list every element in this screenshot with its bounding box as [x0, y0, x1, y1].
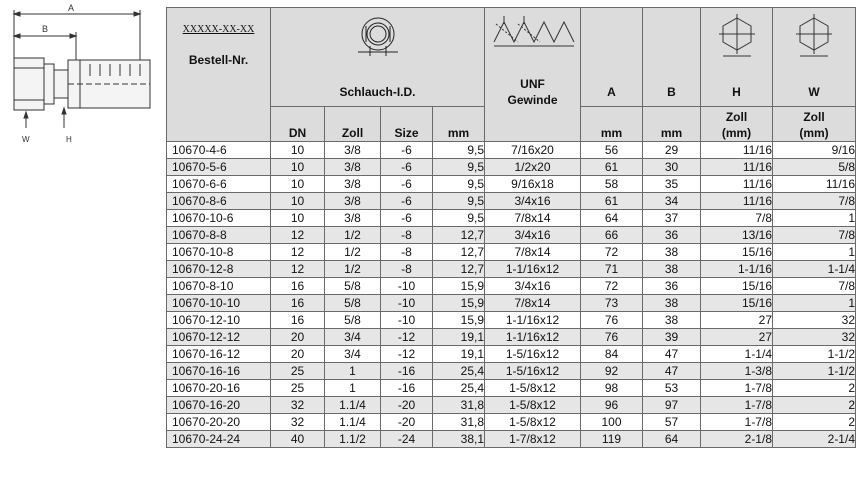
cell-dn: 32	[271, 414, 325, 431]
cell-h-size: 13/16	[701, 227, 773, 244]
cell-zoll: 3/8	[325, 176, 381, 193]
cell-h-size: 11/16	[701, 193, 773, 210]
cell-b-mm: 30	[643, 159, 701, 176]
table-row	[167, 312, 856, 329]
cell-zoll: 5/8	[325, 312, 381, 329]
table-row	[167, 431, 856, 448]
w-mm: (mm)	[799, 126, 829, 140]
cell-size: -12	[381, 346, 433, 363]
cell-mm: 9,5	[433, 159, 485, 176]
cell-size: -20	[381, 414, 433, 431]
cell-bestell-nr: 10670-6-6	[167, 176, 271, 193]
cell-dn: 12	[271, 227, 325, 244]
cell-b-mm: 39	[643, 329, 701, 346]
cell-h-size: 1-1/16	[701, 261, 773, 278]
cell-h-size: 1-7/8	[701, 380, 773, 397]
header-bestell-nr	[167, 8, 271, 142]
cell-b-mm: 36	[643, 278, 701, 295]
table-row	[167, 363, 856, 380]
cell-bestell-nr: 10670-20-20	[167, 414, 271, 431]
cell-mm: 12,7	[433, 261, 485, 278]
cell-a-mm: 73	[581, 295, 643, 312]
sub-header-size: Size	[381, 107, 433, 142]
cell-w-size: 7/8	[773, 193, 856, 210]
cell-b-mm: 38	[643, 295, 701, 312]
cell-bestell-nr: 10670-10-10	[167, 295, 271, 312]
cell-size: -8	[381, 261, 433, 278]
cell-mm: 12,7	[433, 244, 485, 261]
fitting-spec-table	[166, 7, 856, 448]
cell-size: -8	[381, 227, 433, 244]
cell-size: -24	[381, 431, 433, 448]
cell-a-mm: 64	[581, 210, 643, 227]
table-row	[167, 414, 856, 431]
cell-zoll: 1/2	[325, 261, 381, 278]
cell-a-mm: 72	[581, 278, 643, 295]
cell-w-size: 1	[773, 244, 856, 261]
cell-dn: 12	[271, 261, 325, 278]
cell-h-size: 15/16	[701, 244, 773, 261]
table-row	[167, 278, 856, 295]
cell-dn: 10	[271, 210, 325, 227]
cell-unf-gewinde: 1-5/16x12	[485, 346, 581, 363]
cell-unf-gewinde: 1-7/8x12	[485, 431, 581, 448]
dimension-h-label: H	[66, 135, 72, 144]
cell-size: -8	[381, 244, 433, 261]
sub-header-zoll: Zoll	[325, 107, 381, 142]
cell-a-mm: 84	[581, 346, 643, 363]
cell-bestell-nr: 10670-20-16	[167, 380, 271, 397]
cell-w-size: 9/16	[773, 142, 856, 159]
cell-w-size: 32	[773, 312, 856, 329]
cell-mm: 9,5	[433, 193, 485, 210]
cell-a-mm: 61	[581, 193, 643, 210]
header-h	[701, 8, 773, 107]
code-marking: XXXXX-XX-XX	[182, 24, 255, 35]
cell-mm: 9,5	[433, 142, 485, 159]
cell-a-mm: 66	[581, 227, 643, 244]
dimension-a-label: A	[68, 3, 75, 13]
table-row	[167, 227, 856, 244]
cell-bestell-nr: 10670-12-8	[167, 261, 271, 278]
cell-unf-gewinde: 1-1/16x12	[485, 261, 581, 278]
cell-dn: 40	[271, 431, 325, 448]
cell-unf-gewinde: 1-5/16x12	[485, 363, 581, 380]
cell-w-size: 7/8	[773, 278, 856, 295]
cell-a-mm: 76	[581, 312, 643, 329]
cell-zoll: 1/2	[325, 227, 381, 244]
sub-header-a-mm: mm	[581, 107, 643, 142]
cell-bestell-nr: 10670-12-12	[167, 329, 271, 346]
cell-unf-gewinde: 1/2x20	[485, 159, 581, 176]
h-mm: (mm)	[721, 126, 752, 140]
cell-unf-gewinde: 1-5/8x12	[485, 414, 581, 431]
cell-bestell-nr: 10670-8-8	[167, 227, 271, 244]
cell-unf-gewinde: 9/16x18	[485, 176, 581, 193]
table-row	[167, 397, 856, 414]
cell-mm: 9,5	[433, 176, 485, 193]
header-schlauch-id	[271, 8, 485, 107]
cell-dn: 32	[271, 397, 325, 414]
cell-w-size: 5/8	[773, 159, 856, 176]
cell-size: -6	[381, 142, 433, 159]
hose-section-icon	[352, 12, 404, 66]
cell-size: -6	[381, 176, 433, 193]
cell-a-mm: 58	[581, 176, 643, 193]
bestell-nr-label: Bestell-Nr.	[188, 53, 249, 67]
header-b	[643, 8, 701, 107]
cell-zoll: 1/2	[325, 244, 381, 261]
cell-mm: 15,9	[433, 295, 485, 312]
cell-bestell-nr: 10670-4-6	[167, 142, 271, 159]
hex-nut-flat-icon	[790, 12, 838, 62]
cell-a-mm: 61	[581, 159, 643, 176]
col-w-label: W	[808, 85, 820, 99]
cell-b-mm: 29	[643, 142, 701, 159]
cell-w-size: 1	[773, 210, 856, 227]
header-unf	[485, 8, 581, 142]
cell-a-mm: 100	[581, 414, 643, 431]
cell-mm: 38,1	[433, 431, 485, 448]
cell-dn: 20	[271, 329, 325, 346]
cell-zoll: 3/8	[325, 159, 381, 176]
cell-size: -10	[381, 295, 433, 312]
unf-label: UNF	[520, 77, 545, 91]
cell-w-size: 1-1/2	[773, 346, 856, 363]
cell-h-size: 1-7/8	[701, 397, 773, 414]
cell-bestell-nr: 10670-16-16	[167, 363, 271, 380]
cell-size: -10	[381, 278, 433, 295]
table-row	[167, 176, 856, 193]
cell-unf-gewinde: 1-1/16x12	[485, 329, 581, 346]
cell-a-mm: 92	[581, 363, 643, 380]
cell-dn: 10	[271, 159, 325, 176]
cell-bestell-nr: 10670-10-6	[167, 210, 271, 227]
cell-unf-gewinde: 7/8x14	[485, 295, 581, 312]
h-zoll: Zoll	[725, 110, 748, 124]
cell-unf-gewinde: 7/16x20	[485, 142, 581, 159]
cell-w-size: 11/16	[773, 176, 856, 193]
cell-w-size: 1	[773, 295, 856, 312]
cell-zoll: 5/8	[325, 295, 381, 312]
cell-h-size: 15/16	[701, 278, 773, 295]
cell-b-mm: 64	[643, 431, 701, 448]
cell-h-size: 1-3/8	[701, 363, 773, 380]
thread-icon	[488, 12, 578, 56]
cell-h-size: 11/16	[701, 176, 773, 193]
cell-size: -16	[381, 380, 433, 397]
cell-bestell-nr: 10670-12-10	[167, 312, 271, 329]
cell-a-mm: 72	[581, 244, 643, 261]
cell-size: -6	[381, 193, 433, 210]
sub-header-dn: DN	[271, 107, 325, 142]
cell-unf-gewinde: 1-5/8x12	[485, 380, 581, 397]
cell-w-size: 1-1/2	[773, 363, 856, 380]
table-row	[167, 210, 856, 227]
cell-bestell-nr: 10670-24-24	[167, 431, 271, 448]
cell-bestell-nr: 10670-8-10	[167, 278, 271, 295]
cell-mm: 25,4	[433, 380, 485, 397]
cell-b-mm: 57	[643, 414, 701, 431]
cell-h-size: 27	[701, 329, 773, 346]
cell-h-size: 11/16	[701, 142, 773, 159]
cell-mm: 9,5	[433, 210, 485, 227]
cell-unf-gewinde: 7/8x14	[485, 210, 581, 227]
cell-unf-gewinde: 1-1/16x12	[485, 312, 581, 329]
cell-a-mm: 119	[581, 431, 643, 448]
cell-unf-gewinde: 7/8x14	[485, 244, 581, 261]
cell-size: -10	[381, 312, 433, 329]
cell-unf-gewinde: 3/4x16	[485, 278, 581, 295]
cell-mm: 19,1	[433, 329, 485, 346]
cell-h-size: 7/8	[701, 210, 773, 227]
cell-unf-gewinde: 1-5/8x12	[485, 397, 581, 414]
cell-w-size: 2	[773, 380, 856, 397]
cell-zoll: 3/8	[325, 210, 381, 227]
cell-mm: 31,8	[433, 414, 485, 431]
cell-mm: 31,8	[433, 397, 485, 414]
cell-zoll: 1.1/4	[325, 414, 381, 431]
sub-header-h-unit	[701, 107, 773, 142]
table-row	[167, 346, 856, 363]
cell-bestell-nr: 10670-10-8	[167, 244, 271, 261]
cell-zoll: 5/8	[325, 278, 381, 295]
cell-b-mm: 38	[643, 261, 701, 278]
cell-b-mm: 38	[643, 244, 701, 261]
cell-a-mm: 76	[581, 329, 643, 346]
sub-header-w-unit	[773, 107, 856, 142]
cell-w-size: 2	[773, 397, 856, 414]
cell-a-mm: 96	[581, 397, 643, 414]
table-row	[167, 193, 856, 210]
cell-w-size: 2	[773, 414, 856, 431]
cell-size: -20	[381, 397, 433, 414]
schlauch-id-label: Schlauch-I.D.	[339, 85, 416, 99]
table-row	[167, 295, 856, 312]
header-w	[773, 8, 856, 107]
cell-w-size: 1-1/4	[773, 261, 856, 278]
cell-dn: 20	[271, 346, 325, 363]
w-zoll: Zoll	[803, 110, 825, 124]
gewinde-label: Gewinde	[507, 93, 558, 107]
cell-h-size: 1-1/4	[701, 346, 773, 363]
table-body	[167, 142, 856, 448]
cell-zoll: 3/8	[325, 142, 381, 159]
cell-bestell-nr: 10670-16-20	[167, 397, 271, 414]
table-row	[167, 261, 856, 278]
cell-b-mm: 53	[643, 380, 701, 397]
table-row	[167, 244, 856, 261]
col-a-label: A	[607, 85, 616, 99]
cell-h-size: 11/16	[701, 159, 773, 176]
cell-zoll: 3/4	[325, 329, 381, 346]
cell-mm: 12,7	[433, 227, 485, 244]
cell-h-size: 2-1/8	[701, 431, 773, 448]
cell-zoll: 3/4	[325, 346, 381, 363]
sub-header-b-mm: mm	[643, 107, 701, 142]
table-row	[167, 329, 856, 346]
cell-w-size: 7/8	[773, 227, 856, 244]
cell-unf-gewinde: 3/4x16	[485, 227, 581, 244]
cell-dn: 10	[271, 193, 325, 210]
cell-b-mm: 34	[643, 193, 701, 210]
cell-h-size: 1-7/8	[701, 414, 773, 431]
cell-zoll: 1.1/4	[325, 397, 381, 414]
header-a	[581, 8, 643, 107]
cell-size: -6	[381, 159, 433, 176]
cell-dn: 25	[271, 363, 325, 380]
cell-dn: 10	[271, 142, 325, 159]
cell-mm: 19,1	[433, 346, 485, 363]
cell-size: -6	[381, 210, 433, 227]
cell-b-mm: 38	[643, 312, 701, 329]
cell-w-size: 2-1/4	[773, 431, 856, 448]
table-row	[167, 380, 856, 397]
cell-b-mm: 97	[643, 397, 701, 414]
cell-b-mm: 36	[643, 227, 701, 244]
cell-bestell-nr: 10670-5-6	[167, 159, 271, 176]
cell-zoll: 1	[325, 380, 381, 397]
cell-b-mm: 47	[643, 363, 701, 380]
cell-dn: 16	[271, 312, 325, 329]
col-b-label: B	[667, 85, 676, 99]
sub-header-mm: mm	[433, 107, 485, 142]
cell-mm: 15,9	[433, 278, 485, 295]
cell-dn: 16	[271, 295, 325, 312]
cell-dn: 12	[271, 244, 325, 261]
cell-bestell-nr: 10670-16-12	[167, 346, 271, 363]
cell-size: -12	[381, 329, 433, 346]
dimension-w-label: W	[22, 135, 30, 144]
cell-zoll: 1	[325, 363, 381, 380]
hex-nut-icon	[713, 12, 761, 62]
cell-dn: 25	[271, 380, 325, 397]
table-row	[167, 142, 856, 159]
cell-size: -16	[381, 363, 433, 380]
cell-a-mm: 56	[581, 142, 643, 159]
dimension-b-label: B	[42, 24, 49, 34]
cell-a-mm: 98	[581, 380, 643, 397]
cell-zoll: 1.1/2	[325, 431, 381, 448]
cell-a-mm: 71	[581, 261, 643, 278]
table-row	[167, 159, 856, 176]
cell-bestell-nr: 10670-8-6	[167, 193, 271, 210]
fitting-drawing	[0, 0, 160, 160]
cell-b-mm: 35	[643, 176, 701, 193]
cell-w-size: 32	[773, 329, 856, 346]
cell-dn: 10	[271, 176, 325, 193]
cell-unf-gewinde: 3/4x16	[485, 193, 581, 210]
cell-b-mm: 47	[643, 346, 701, 363]
cell-b-mm: 37	[643, 210, 701, 227]
cell-dn: 16	[271, 278, 325, 295]
cell-zoll: 3/8	[325, 193, 381, 210]
cell-h-size: 27	[701, 312, 773, 329]
col-h-label: H	[732, 85, 741, 99]
cell-h-size: 15/16	[701, 295, 773, 312]
cell-mm: 25,4	[433, 363, 485, 380]
cell-mm: 15,9	[433, 312, 485, 329]
